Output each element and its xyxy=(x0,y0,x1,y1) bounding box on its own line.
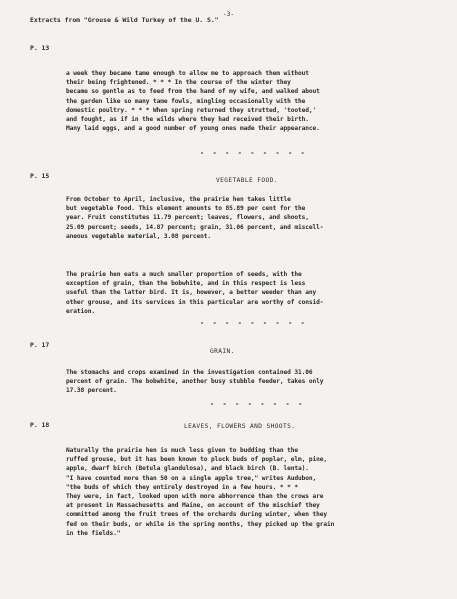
text-line: exception of grain, than the bobwhite, and in this respect is less xyxy=(66,280,306,288)
text-line: fed on their buds, or while in the spring months, they picked up the grain xyxy=(66,520,335,528)
paragraph xyxy=(66,368,426,396)
text-line: at present in Massachusetts and Maine, on account of the mischief they xyxy=(66,502,320,510)
text-line: The stomachs and crops examined in the investigation contained 31.06 xyxy=(66,369,313,376)
text-line: eration. xyxy=(66,307,96,315)
page-reference: P. 15 xyxy=(30,172,50,180)
section-separator: - - - - - - - - - xyxy=(200,149,307,157)
text-line: the garden like so many tame fowls, mingling occasionally with the xyxy=(66,97,306,105)
text-line: percent of grain. The bobwhite, another busy stubble feeder, takes only xyxy=(66,378,324,386)
text-line: 17.38 percent. xyxy=(66,387,117,395)
section-heading: VEGETABLE FOOD. xyxy=(216,177,278,184)
text-line: a week they became tame enough to allow me to approach them without xyxy=(66,70,309,77)
text-line: became so gentle as to feed from the hand of my wife, and walked about xyxy=(66,88,320,96)
text-line: useful than the latter bird. It is, however, a better weeder than any xyxy=(66,289,317,297)
text-line: aneous vegetable material, 3.08 percent. xyxy=(66,232,212,240)
text-line: committed among the fruit trees of the orchards during winter, when they xyxy=(66,511,328,519)
page-reference: P. 13 xyxy=(30,44,50,52)
text-line: "I have counted more than 50 on a single apple tree," writes Audubon, xyxy=(66,474,317,482)
text-line: Naturally the prairie hen is much less given to budding than the xyxy=(66,447,299,454)
text-line: apple, dwarf birch (Betula glandulosa), and black birch (B. lenta). xyxy=(66,465,309,473)
paragraph xyxy=(66,270,426,316)
paragraph xyxy=(66,69,426,133)
text-line: other grouse, and its services in this particular are worthy of consid- xyxy=(66,298,324,306)
paragraph xyxy=(66,446,426,538)
text-line: ruffed grouse, but it has been known to pluck buds of poplar, elm, pine, xyxy=(66,456,328,464)
text-line: their being frightened. * * * In the course of the winter they xyxy=(66,79,291,87)
section-heading: LEAVES, FLOWERS AND SHOOTS. xyxy=(184,423,296,430)
text-line: 25.09 percent; seeds, 14.87 percent; grain, 31.06 percent, and miscell- xyxy=(66,223,324,231)
section-heading: GRAIN. xyxy=(210,348,235,355)
text-line: and fought, as if in the wilds where they had received their birth. xyxy=(66,116,309,124)
text-line: domestic poultry. * * * When spring returned they strutted, 'tooted,' xyxy=(66,106,317,114)
section-separator: - - - - - - - - xyxy=(210,400,305,408)
page-reference: P. 17 xyxy=(30,341,50,349)
text-line: "the buds of which they entirely destroyed in a few hours. * * * xyxy=(66,483,299,491)
document-title: Extracts from "Grouse & Wild Turkey of the U. S." xyxy=(30,16,219,24)
text-line: The prairie hen eats a much smaller proportion of seeds, with the xyxy=(66,271,302,278)
paragraph xyxy=(66,195,426,241)
section-separator: - - - - - - - - - xyxy=(200,319,307,327)
text-line: in the fields." xyxy=(66,529,121,537)
text-line: From October to April, inclusive, the prairie hen takes little xyxy=(66,196,291,203)
page-number: -3- xyxy=(222,10,235,18)
page-reference: P. 18 xyxy=(30,421,50,429)
text-line: Many laid eggs, and a good number of young ones made their appearance. xyxy=(66,125,320,133)
text-line: year. Fruit constitutes 11.79 percent; leaves, flowers, and shoots, xyxy=(66,214,309,222)
text-line: They were, in fact, looked upon with more abhorrence than the crows are xyxy=(66,493,324,501)
text-line: but vegetable food. This element amounts to 85.89 per cent for the xyxy=(66,205,306,213)
